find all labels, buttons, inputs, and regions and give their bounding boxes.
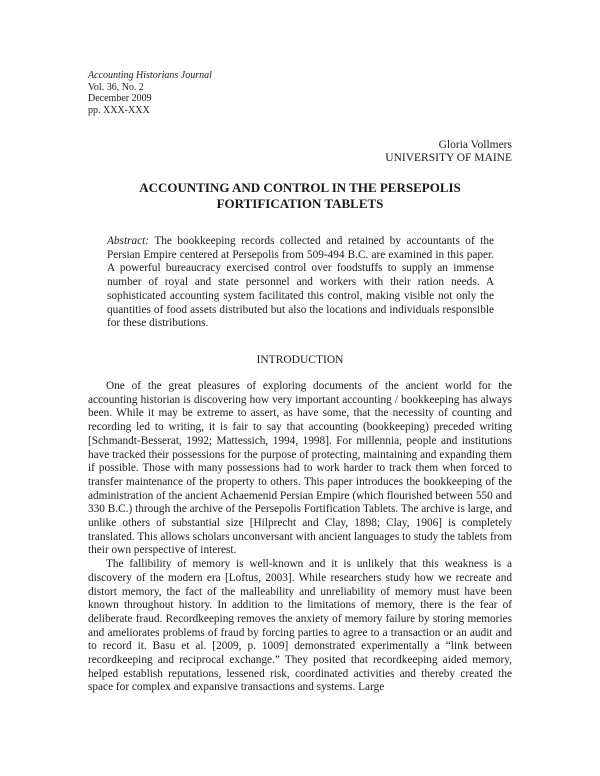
journal-name: Accounting Historians Journal — [88, 70, 212, 81]
paragraph: One of the great pleasures of exploring documents of the ancient world for the accounting historian is discovering how very important accounting / bookkeeping has always been. While it may be extreme to assert, as have some, that the necessity of counting and recording led to writing, it is fair to say that accounting (bookkeeping) preceded writing [Schmandt-Besserat, 1992; Mattessich, 1994, 1998]. For millennia, people and institutions have tracked their possessions for the purpose of protecting, maintaining and expanding them if possible. Those with many possessions had to work harder to track them when forced to transfer maintenance of the property to others. This paper introduces the bookkeeping of the administration of the ancient Achaemenid Persian Empire (which flourished between 550 and 330 B.C.) through the archive of the Persepolis Fortification Tablets. The archive is large, and unlike others of substantial size [Hilprecht and Clay, 1898; Clay, 1906] is completely translated. This allows scholars unconversant with ancient languages to study the tablets from their own perspective of interest. — [88, 380, 512, 557]
journal-pages: pp. XXX-XXX — [88, 104, 150, 116]
title-line-1: ACCOUNTING AND CONTROL IN THE PERSEPOLIS — [139, 180, 461, 195]
section-heading-introduction: INTRODUCTION — [256, 354, 344, 366]
paper-title — [88, 180, 512, 212]
journal-volume: Vol. 36, No. 2 — [88, 81, 144, 93]
author-affiliation: UNIVERSITY OF MAINE — [385, 152, 512, 164]
paragraph: The fallibility of memory is well-known and it is unlikely that this weakness is a discovery of the modern era [Loftus, 2003]. While researchers study how we recreate and distort memory, the fact of the malleability and unreliability of memory must have been known throughout history. In addition to the limitations of memory, there is the fear of deliberate fraud. Recordkeeping removes the anxiety of memory failure by storing memories and ameliorates problems of fraud by forcing parties to agree to a transaction or an audit and to record it. Basu et al. [2009, p. 1009] demonstrated experimentally a “link between recordkeeping and reciprocal exchange.” They posited that recordkeeping aided memory, helped establish reputations, lessened risk, coordinated activities and thereby created the space for complex and expansive transactions and systems. Large — [88, 558, 512, 694]
author-name: Gloria Vollmers — [438, 139, 512, 151]
author-block — [385, 139, 512, 165]
journal-header — [88, 70, 212, 116]
title-line-2: FORTIFICATION TABLETS — [216, 196, 384, 211]
abstract-label: Abstract: — [107, 235, 150, 247]
journal-date: December 2009 — [88, 93, 152, 104]
body-text — [88, 380, 512, 695]
abstract — [107, 235, 494, 331]
abstract-text: The bookkeeping records collected and retained by accountants of the Persian Empire centered at Persepolis from 509-494 B.C. are examined in this paper. A powerful bureaucracy exercised control over foodstuffs to supply an immense number of royal and state personnel and workers with their ration needs. A sophisticated accounting system facilitated this control, making visible not only the quantities of food assets distributed but also the locations and individuals responsible for these distributions. — [107, 235, 494, 330]
